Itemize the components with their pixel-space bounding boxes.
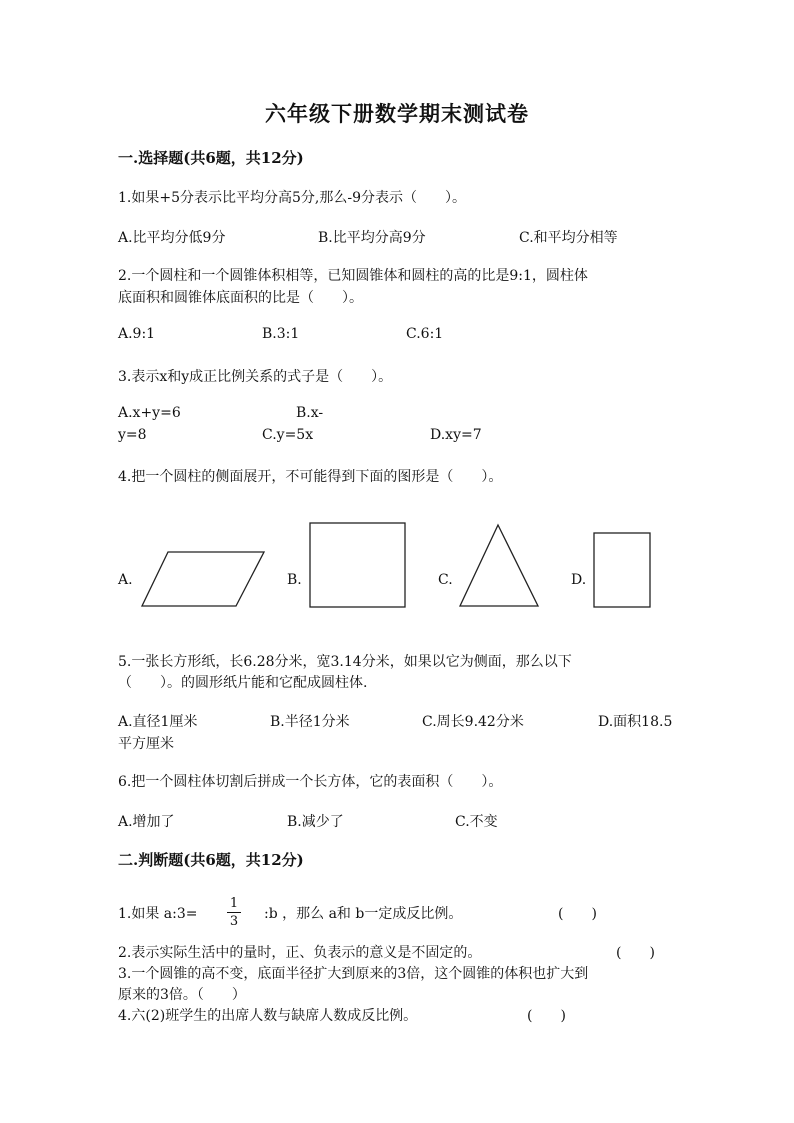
q2-option-c: C.6:1 [406, 326, 444, 342]
q2-option-b: B.3:1 [262, 326, 300, 342]
q5-option-d-continued: 平方厘米 [118, 736, 174, 752]
section-heading-choice: 一.选择题(共6题，共12分) [118, 149, 304, 167]
question-2-line-1: 2.一个圆柱和一个圆锥体积相等，已知圆锥体和圆柱的高的比是9:1，圆柱体 [118, 268, 588, 284]
fraction-one-third [227, 896, 241, 929]
q4-label-d: D. [571, 572, 587, 588]
page-title: 六年级下册数学期末测试卷 [265, 101, 529, 126]
q3-option-b-start: B.x- [296, 405, 324, 421]
question-1: 1.如果+5分表示比平均分高5分,那么-9分表示（ ）。 [118, 190, 466, 206]
parallelogram-figure [138, 548, 268, 610]
q3-option-d: D.xy=7 [430, 427, 482, 443]
q4-label-b: B. [287, 572, 302, 588]
question-6: 6.把一个圆柱体切割后拼成一个长方体，它的表面积（ ）。 [118, 774, 503, 790]
judgement-2-answer-blank: ( ) [616, 945, 655, 961]
q5-option-a: A.直径1厘米 [118, 714, 198, 730]
q1-option-c: C.和平均分相等 [519, 230, 618, 246]
q3-option-a: A.x+y=6 [118, 405, 181, 421]
fraction-numerator: 1 [229, 896, 239, 911]
q5-option-b: B.半径1分米 [270, 714, 350, 730]
judgement-1-answer-blank: ( ) [558, 906, 597, 922]
q5-option-d: D.面积18.5 [598, 714, 673, 730]
q6-option-b: B.减少了 [287, 814, 344, 830]
question-5-line-2: （ ）。的圆形纸片能和它配成圆柱体. [118, 675, 368, 691]
rectangle-figure [592, 531, 654, 609]
question-3: 3.表示x和y成正比例关系的式子是（ ）。 [118, 369, 393, 385]
question-4: 4.把一个圆柱的侧面展开，不可能得到下面的图形是（ ）。 [118, 469, 503, 485]
q4-label-c: C. [438, 572, 453, 588]
q5-option-c: C.周长9.42分米 [422, 714, 524, 730]
q6-option-a: A.增加了 [118, 814, 175, 830]
question-5-line-1: 5.一张长方形纸，长6.28分米，宽3.14分米，如果以它为侧面，那么以下 [118, 654, 572, 670]
judgement-3-line-1: 3.一个圆锥的高不变，底面半径扩大到原来的3倍，这个圆锥的体积也扩大到 [118, 966, 589, 982]
fraction-bar [227, 912, 241, 913]
question-2-line-2: 底面积和圆锥体底面积的比是（ ）。 [118, 290, 363, 306]
q4-label-a: A. [118, 572, 133, 588]
judgement-4-answer-blank: ( ) [527, 1008, 566, 1024]
q3-option-c: C.y=5x [262, 427, 314, 443]
judgement-4: 4.六(2)班学生的出席人数与缺席人数成反比例。 [118, 1008, 418, 1024]
judgement-2: 2.表示实际生活中的量时，正、负表示的意义是不固定的。 [118, 945, 482, 961]
square-figure [308, 521, 408, 609]
judgement-3-line-2: 原来的3倍。（ ） [118, 987, 246, 1003]
fraction-denominator: 3 [229, 914, 239, 929]
q6-option-c: C.不变 [455, 814, 498, 830]
q2-option-a: A.9:1 [118, 326, 156, 342]
section-heading-judgement: 二.判断题(共6题，共12分) [118, 851, 304, 869]
judgement-1-suffix: :b ，那么 a和 b一定成反比例。 [264, 906, 463, 922]
triangle-figure [456, 522, 542, 610]
q3-option-b-end: y=8 [118, 427, 147, 443]
q1-option-b: B.比平均分高9分 [318, 230, 426, 246]
judgement-1-prefix: 1.如果 a:3= [118, 906, 198, 922]
q1-option-a: A.比平均分低9分 [118, 230, 226, 246]
